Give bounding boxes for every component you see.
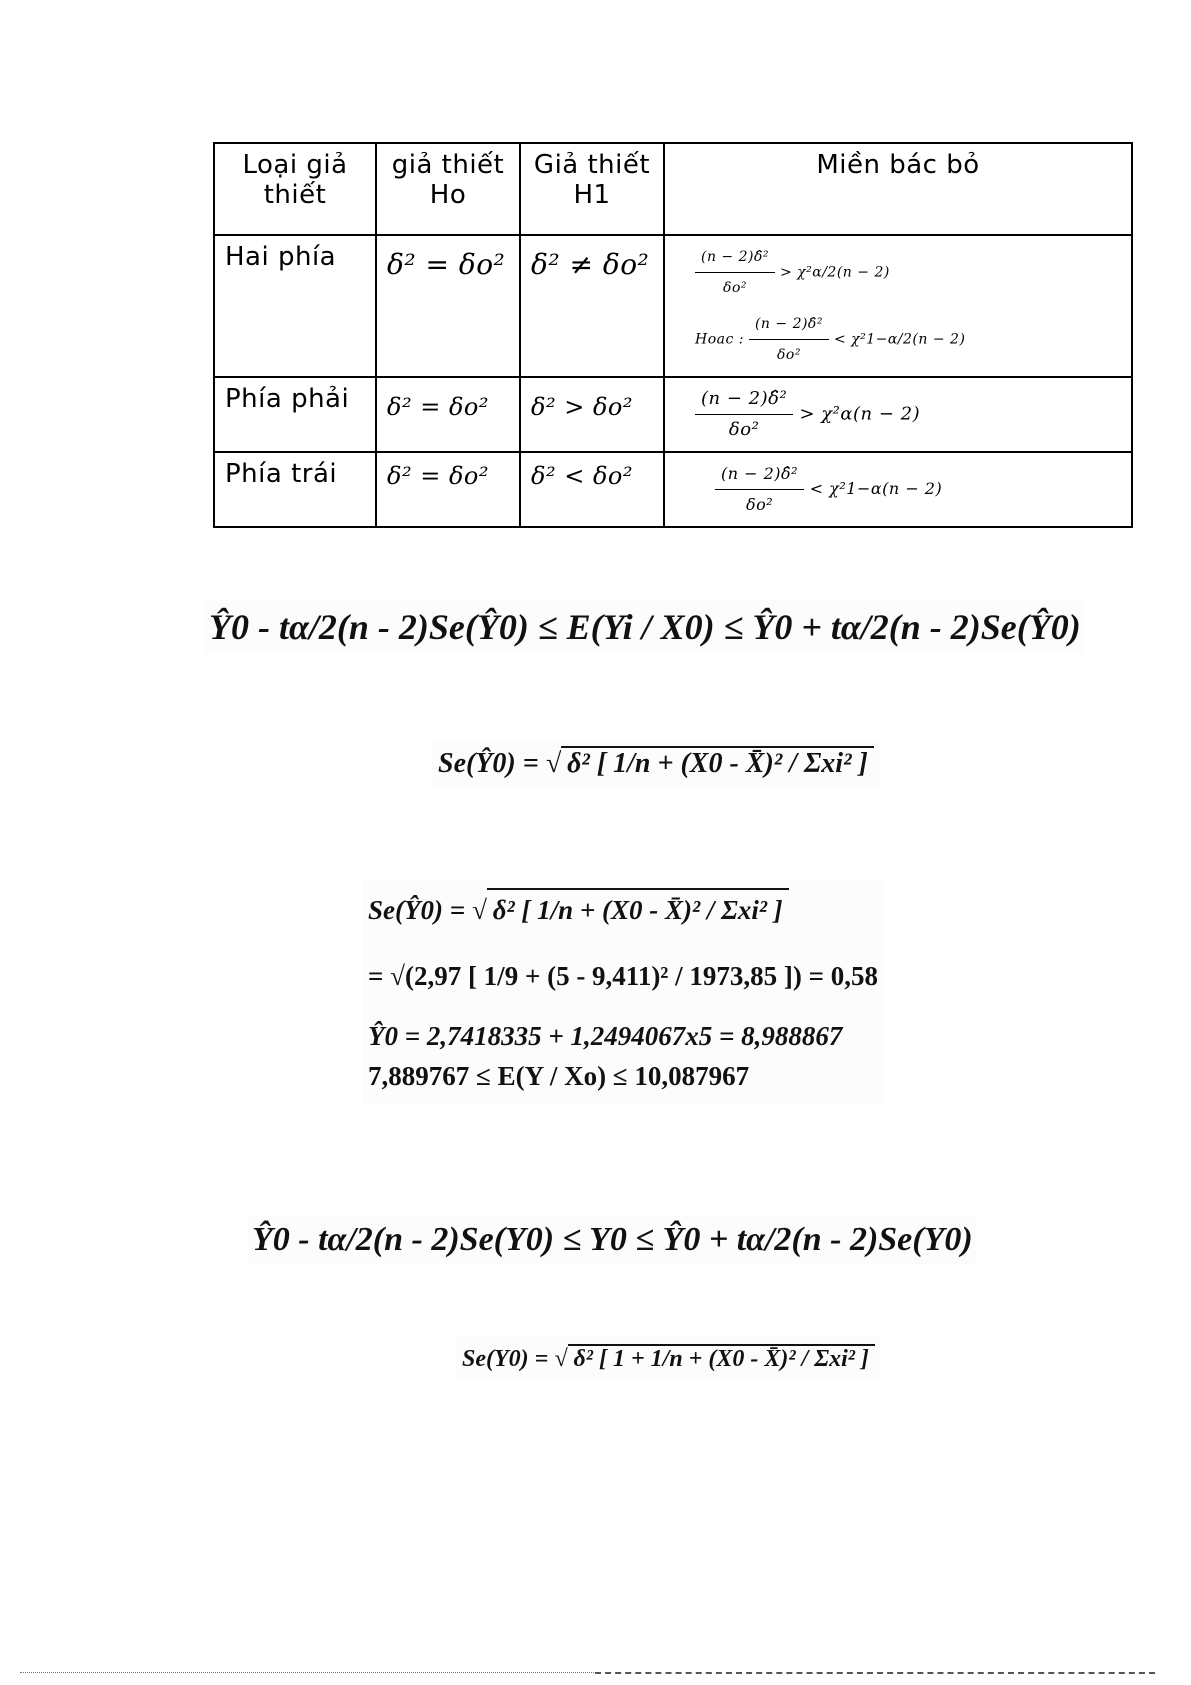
- region-line: [675, 459, 1121, 520]
- row-h1: [520, 235, 664, 377]
- region-denominator: δo²: [776, 347, 801, 363]
- header-type: Loại giả thiết: [214, 143, 376, 235]
- table-row: [214, 452, 1132, 527]
- sqrt-symbol: √: [554, 1346, 568, 1372]
- se-mean-lhs: Se(Ŷ0) =: [438, 748, 539, 779]
- region-line-2: [675, 309, 1121, 370]
- row-h0-math: δ² = δo²: [387, 462, 489, 490]
- calc-line-4: 7,889767 ≤ E(Y / Xo) ≤ 10,087967: [368, 1061, 750, 1091]
- header-h0: giả thiết Ho: [376, 143, 520, 235]
- sqrt-symbol: √: [471, 895, 487, 925]
- se-mean-body: δ² [ 1/n + (X0 - X̄)² / Σxi² ]: [561, 746, 874, 780]
- se-individual-body: δ² [ 1 + 1/n + (X0 - X̄)² / Σxi² ]: [568, 1344, 875, 1373]
- mean-confidence-interval: Ŷ0 - tα/2(n - 2)Se(Ŷ0) ≤ E(Yi / X0) ≤ Ŷ0 + tα/2(n - 2)Se(Ŷ0): [205, 600, 1085, 654]
- row-h0-math: δ² = δo²: [387, 393, 489, 421]
- region-numerator: (n − 2)δ̂²: [695, 242, 775, 273]
- sqrt-symbol: √: [545, 748, 562, 779]
- row-h0: [376, 377, 520, 452]
- header-rejection-region: Miền bác bỏ: [664, 143, 1132, 235]
- table-row: [214, 235, 1132, 377]
- se-mean-formula: [432, 738, 880, 788]
- row-h1-math: δ² > δo²: [531, 393, 633, 421]
- row-h1-math: δ² ≠ δo²: [531, 248, 650, 281]
- region-line-1: [675, 242, 1121, 303]
- row-h1: [520, 452, 664, 527]
- row-region: [664, 452, 1132, 527]
- region-fraction: [749, 309, 829, 370]
- row-h1-math: δ² < δo²: [531, 462, 633, 490]
- footer-divider: [595, 1672, 1155, 1674]
- region-numerator: (n − 2)δ̂²: [695, 384, 793, 415]
- region-numerator: (n − 2)δ̂²: [749, 309, 829, 340]
- individual-confidence-interval: Ŷ0 - tα/2(n - 2)Se(Y0) ≤ Y0 ≤ Ŷ0 + tα/2(n - 2)Se(Y0): [248, 1215, 977, 1265]
- region-rhs: < χ²1−α/2(n − 2): [833, 331, 966, 348]
- region-fraction: [695, 242, 775, 303]
- region-rhs: < χ²1−α(n − 2): [809, 479, 943, 498]
- row-type: Phía trái: [214, 452, 376, 527]
- row-region: [664, 377, 1132, 452]
- region-rhs: > χ²α/2(n − 2): [779, 264, 890, 281]
- region-fraction: [695, 384, 793, 445]
- region-numerator: (n − 2)δ̂²: [715, 459, 804, 490]
- se-individual-lhs: Se(Y0) =: [462, 1346, 549, 1372]
- row-type: Phía phải: [214, 377, 376, 452]
- calc-line-1-lhs: Se(Ŷ0) =: [368, 895, 466, 925]
- row-h1: [520, 377, 664, 452]
- calc-line-1: [368, 888, 878, 930]
- footer-divider: [20, 1672, 600, 1673]
- row-h0-math: δ² = δo²: [387, 248, 506, 281]
- table-header-row: [214, 143, 1132, 235]
- calc-line-3: Ŷ0 = 2,7418335 + 1,2494067x5 = 8,988867: [368, 1021, 843, 1051]
- row-type: Hai phía: [214, 235, 376, 377]
- calc-line-1-body: δ² [ 1/n + (X0 - X̄)² / Σxi² ]: [487, 888, 789, 930]
- row-region: [664, 235, 1132, 377]
- region-denominator: δo²: [723, 280, 747, 296]
- region-fraction: [715, 459, 804, 520]
- table-row: [214, 377, 1132, 452]
- row-h0: [376, 452, 520, 527]
- region-prefix: Hoac :: [695, 331, 744, 348]
- region-rhs: > χ²α(n − 2): [799, 403, 921, 425]
- header-h1: Giả thiết H1: [520, 143, 664, 235]
- region-line: [675, 384, 1121, 445]
- hypothesis-table: [213, 142, 1133, 528]
- region-denominator: δo²: [745, 495, 774, 514]
- row-h0: [376, 235, 520, 377]
- calc-line-2: = √(2,97 [ 1/9 + (5 - 9,411)² / 1973,85 ]) = 0,58: [368, 961, 879, 991]
- region-denominator: δo²: [728, 419, 760, 440]
- se-calculation-block: [362, 880, 884, 1104]
- se-individual-formula: [456, 1336, 881, 1381]
